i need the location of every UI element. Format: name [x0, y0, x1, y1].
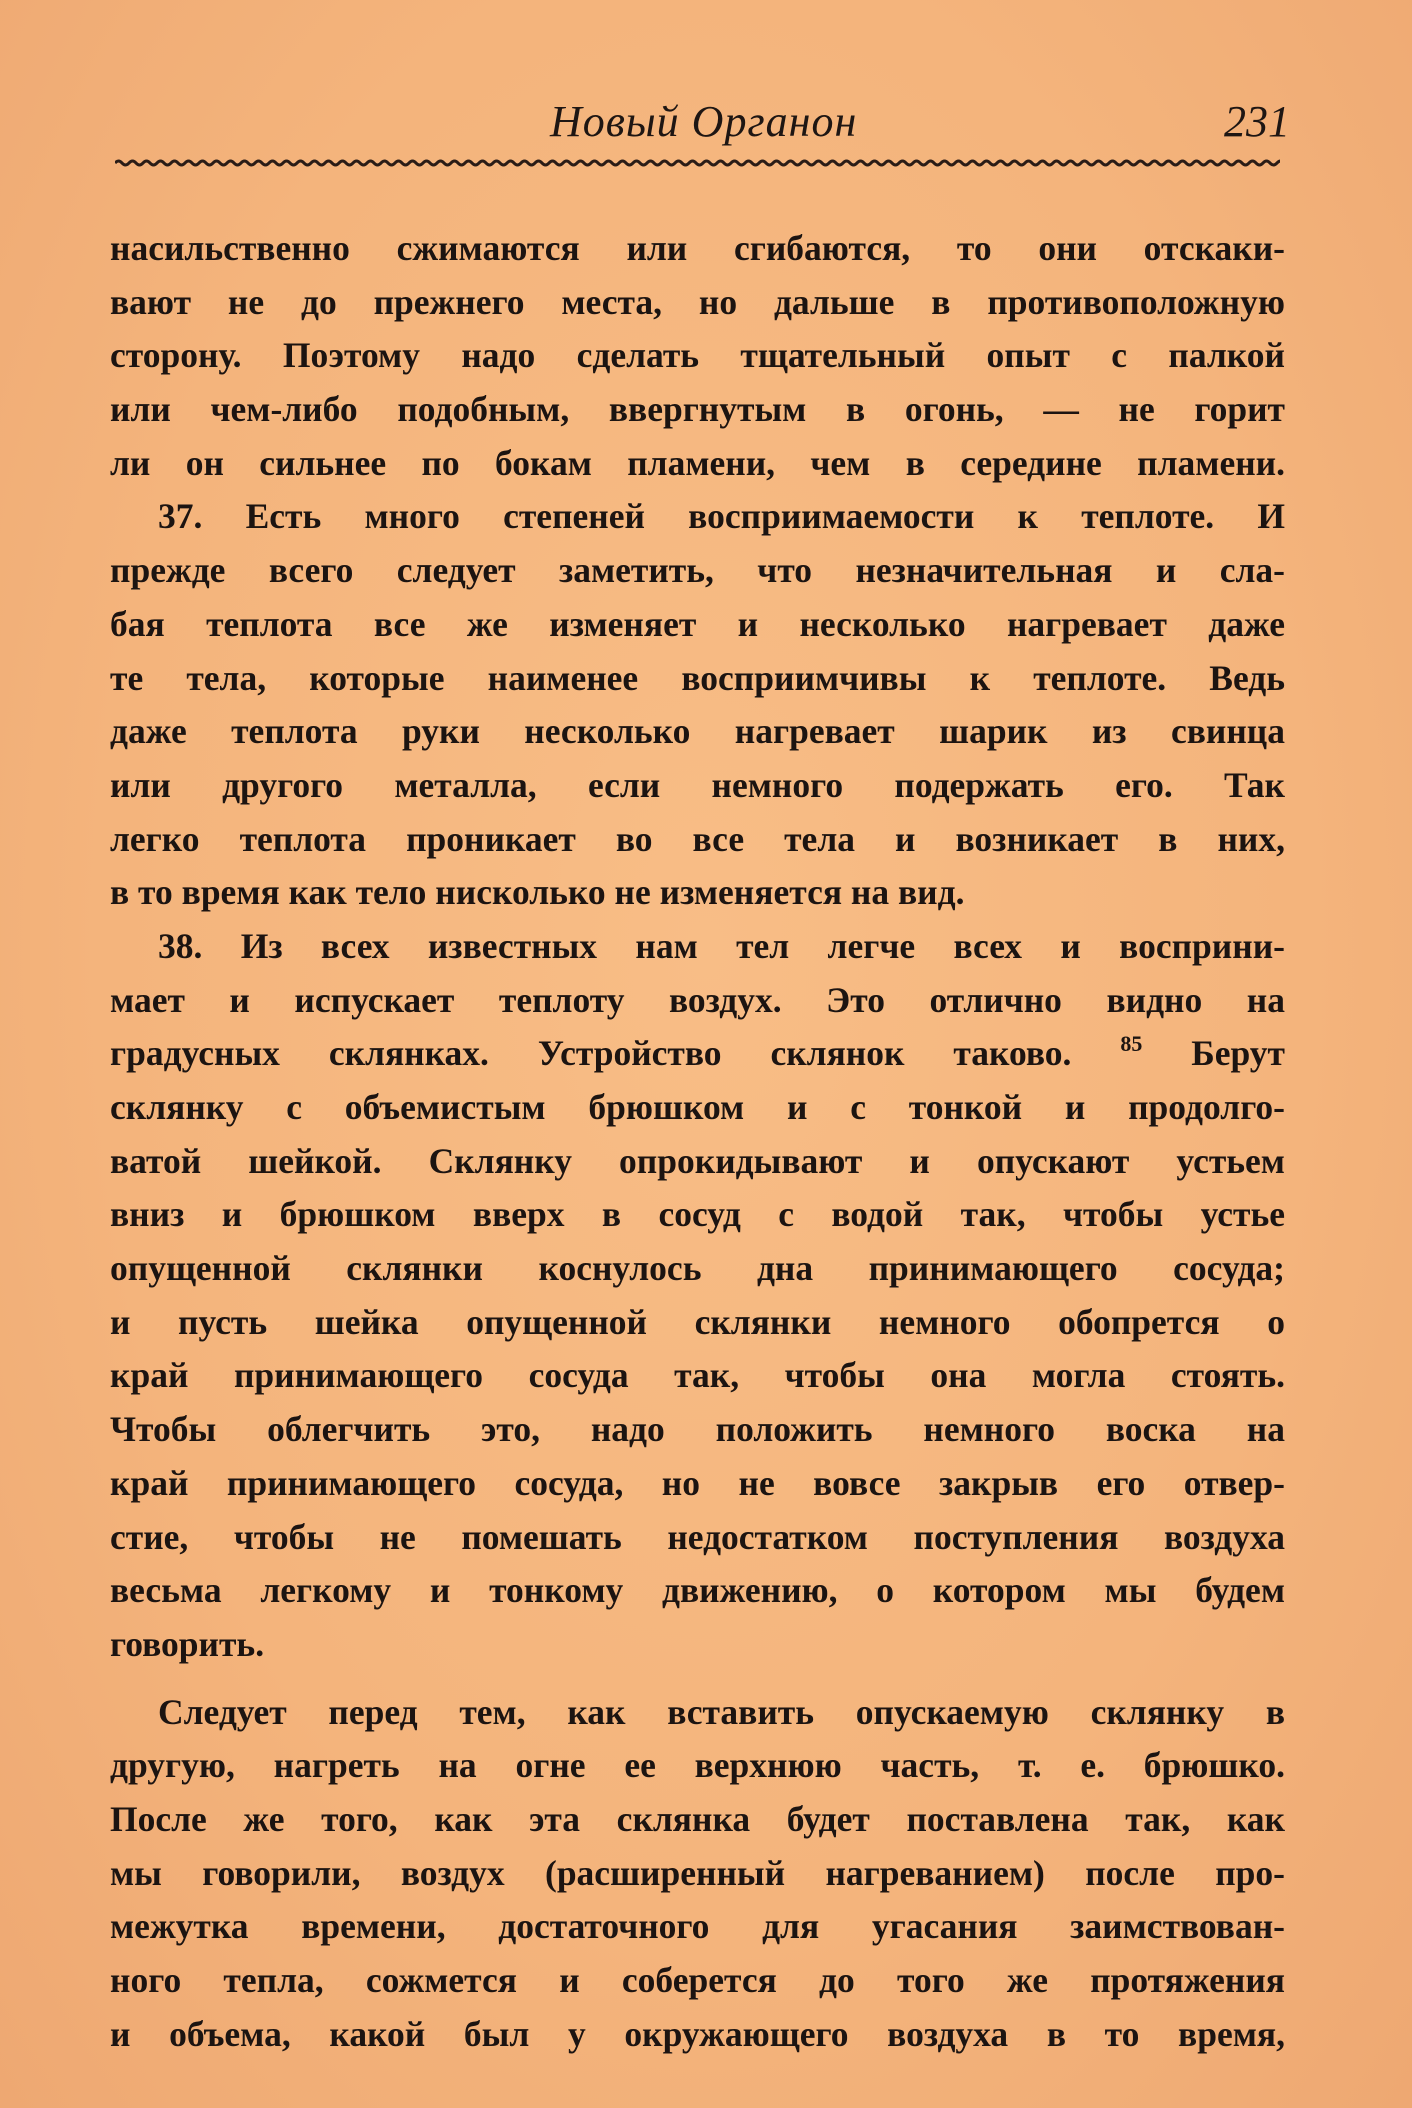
page-header [110, 96, 1290, 156]
text-line: даже теплота руки несколько нагревает шарик из свинца [110, 711, 1285, 752]
text-line: 38. Из всех известных нам тел легче всех и восприни- [158, 925, 1285, 966]
text-line: говорить. [110, 1623, 265, 1664]
text-line: ного тепла, сожмется и соберется до того же протяжения [110, 1960, 1285, 2000]
text-line: насильственно сжимаются или сгибаются, то они отскаки- [110, 228, 1285, 268]
text-line: мы говорили, воздух (расширенный нагреванием) после про- [110, 1852, 1285, 1893]
text-line: вниз и брюшком вверх в сосуд с водой так, чтобы устье [110, 1194, 1285, 1235]
text-line: мает и испускает теплоту воздух. Это отлично видно на [110, 979, 1285, 1020]
text-line: в то время как тело нисколько не изменяется на вид. [110, 872, 965, 913]
text-line: ли он сильнее по бокам пламени, чем в середине пламени. [110, 442, 1285, 483]
text-line: опущенной склянки коснулось дна принимающего сосуда; [110, 1248, 1285, 1289]
text-line: прежде всего следует заметить, что незначительная и сла- [110, 550, 1285, 591]
text-segment: Берут [1191, 1033, 1285, 1074]
text-line: Чтобы облегчить это, надо положить немного воска на [110, 1409, 1285, 1450]
page-number: 231 [1224, 97, 1290, 146]
text-line: межутка времени, достаточного для угасания заимствован- [110, 1906, 1285, 1947]
footnote-reference[interactable]: 85 [1120, 1031, 1143, 1057]
text-line-with-footnote [110, 1027, 1285, 1081]
text-segment: градусных склянках. Устройство склянок таково. [110, 1033, 1072, 1074]
decorative-wavy-rule [115, 156, 1280, 170]
text-line: ватой шейкой. Склянку опрокидывают и опускают устьем [110, 1140, 1285, 1181]
text-line: те тела, которые наименее восприимчивы к теплоте. Ведь [110, 657, 1285, 698]
text-line: стие, чтобы не помешать недостатком поступления воздуха [110, 1516, 1285, 1557]
text-line: склянку с объемистым брюшком и с тонкой и продолго- [110, 1087, 1285, 1127]
text-line: 37. Есть много степеней восприимаемости к теплоте. И [158, 496, 1285, 537]
text-line: весьма легкому и тонкому движению, о котором мы будем [110, 1570, 1285, 1611]
text-line: или другого металла, если немного подержать его. Так [110, 764, 1285, 805]
text-line: сторону. Поэтому надо сделать тщательный опыт с палкой [110, 335, 1285, 376]
text-line: вают не до прежнего места, но дальше в противоположную [110, 281, 1285, 322]
text-line: или чем-либо подобным, ввергнутым в огонь, — не горит [110, 389, 1285, 430]
text-line: бая теплота все же изменяет и несколько нагревает даже [110, 603, 1285, 644]
text-line: другую, нагреть на огне ее верхнюю часть, т. е. брюшко. [110, 1745, 1285, 1786]
text-line: и объема, какой был у окружающего воздуха в то время, [110, 2013, 1285, 2054]
text-line: легко теплота проникает во все тела и возникает в них, [110, 818, 1285, 859]
paragraph-gap [110, 1672, 1285, 1686]
running-title: Новый Органон [550, 97, 858, 146]
text-line: край принимающего сосуда, но не вовсе закрыв его отвер- [110, 1462, 1285, 1503]
body-text [110, 222, 1285, 2061]
text-line: край принимающего сосуда так, чтобы она могла стоять. [110, 1355, 1285, 1396]
text-line: После же того, как эта склянка будет поставлена так, как [110, 1798, 1285, 1839]
text-line: и пусть шейка опущенной склянки немного обопрется о [110, 1301, 1285, 1342]
text-line: Следует перед тем, как вставить опускаемую склянку в [158, 1691, 1285, 1732]
